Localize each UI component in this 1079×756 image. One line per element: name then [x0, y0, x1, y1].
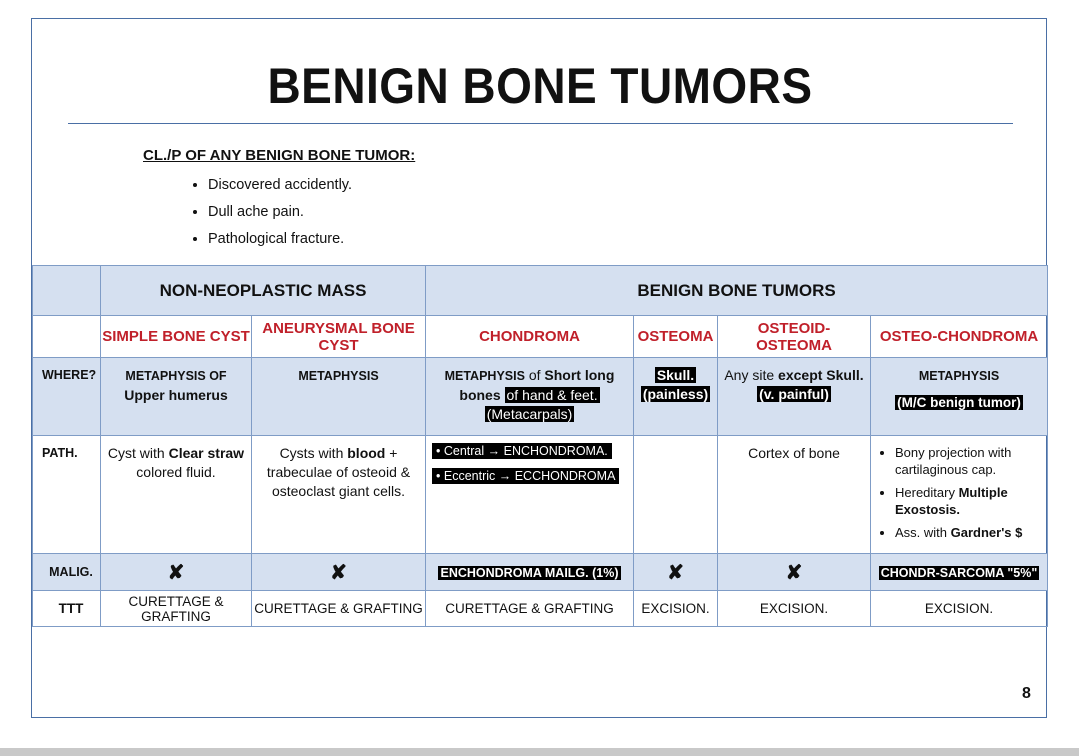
col-chondroma: CHONDROMA	[426, 316, 634, 358]
cell-path-sbc	[101, 436, 252, 554]
cell-text: Any site	[724, 367, 779, 383]
cell-text: + trabeculae of osteoid & osteoclast giant cells.	[266, 445, 411, 499]
highlight-text: CHONDR-SARCOMA "5%"	[880, 565, 1038, 580]
list-item: • Bony projection with cartilaginous cap.	[895, 444, 1041, 478]
cell-ttt-abc: CURETTAGE & GRAFTING	[252, 591, 426, 627]
column-header-row	[33, 316, 1048, 358]
cell-malig-abc	[252, 554, 426, 591]
col-aneurysmal-bone-cyst: ANEURYSMAL BONE CYST	[252, 316, 426, 358]
page-number: 8	[1022, 685, 1031, 702]
group-benign: BENIGN BONE TUMORS	[426, 266, 1048, 316]
cell-malig-osteoid-osteoma	[718, 554, 871, 591]
cell-ttt-osteoid-osteoma: EXCISION.	[718, 591, 871, 627]
cell-text: Eccentric → ECCHONDROMA	[443, 469, 616, 483]
cell-where-osteoid-osteoma	[718, 358, 871, 436]
table-row-path	[33, 436, 1048, 554]
cell-path-osteo-chondroma	[871, 436, 1048, 554]
list-item: • Discovered accidently.	[208, 172, 352, 199]
cell-text: colored fluid.	[136, 464, 216, 480]
list-item: • Dull ache pain.	[208, 199, 352, 226]
highlight-text	[432, 443, 612, 459]
bottom-strip	[0, 748, 1079, 756]
list-item: • Ass. with Gardner's $	[895, 524, 1041, 541]
cross-icon: ✘	[167, 561, 185, 584]
cell-text: Central → ENCHONDROMA.	[443, 444, 608, 458]
corner-cell	[33, 266, 101, 316]
group-header-row	[33, 266, 1048, 316]
cell-text: Upper humerus	[124, 387, 228, 403]
cell-text: of	[524, 367, 545, 383]
cell-ttt-osteoma: EXCISION.	[634, 591, 718, 627]
cross-icon: ✘	[785, 561, 803, 584]
cell-text: Cysts with	[279, 445, 348, 461]
group-non-neoplastic: NON-NEOPLASTIC MASS	[101, 266, 426, 316]
cell-text: bones	[459, 387, 501, 403]
highlight-text: (Metacarpals)	[486, 406, 573, 422]
tumor-table	[32, 265, 1048, 627]
col-osteoma: OSTEOMA	[634, 316, 718, 358]
cell-text: METAPHYSIS	[918, 369, 1000, 383]
highlight-text: (M/C benign tumor)	[897, 395, 1021, 410]
cell-path-osteoid-osteoma	[718, 436, 871, 554]
clp-heading: CL./P OF ANY BENIGN BONE TUMOR:	[143, 147, 416, 164]
cell-ttt-chondroma: CURETTAGE & GRAFTING	[426, 591, 634, 627]
cell-malig-chondroma	[426, 554, 634, 591]
cell-where-chondroma	[426, 358, 634, 436]
clp-list	[178, 172, 352, 253]
cell-text: Cortex of bone	[748, 445, 840, 461]
highlight-text: (v. painful)	[759, 386, 829, 402]
row-label-where: WHERE?	[33, 358, 101, 436]
cell-malig-sbc	[101, 554, 252, 591]
cell-malig-osteoma	[634, 554, 718, 591]
highlight-text: (painless)	[642, 386, 709, 402]
cell-malig-osteo-chondroma	[871, 554, 1048, 591]
highlight-text: of hand & feet.	[506, 387, 598, 403]
table-row-where	[33, 358, 1048, 436]
bullet-icon: •	[436, 469, 444, 483]
cell-text: Clear straw	[168, 445, 245, 461]
cell-text: Cyst with	[107, 445, 169, 461]
cell-path-abc	[252, 436, 426, 554]
col-osteo-chondroma: OSTEO-CHONDROMA	[871, 316, 1048, 358]
col-simple-bone-cyst: SIMPLE BONE CYST	[101, 316, 252, 358]
highlight-text: ENCHONDROMA MAILG. (1%)	[440, 565, 619, 580]
list-item: • Hereditary Multiple Exostosis.	[895, 484, 1041, 518]
row-label-path: PATH.	[33, 436, 101, 554]
cell-text: except Skull.	[778, 367, 864, 383]
cell-text: blood	[347, 445, 386, 461]
cross-icon: ✘	[667, 561, 684, 584]
cell-ttt-sbc: CURETTAGE & GRAFTING	[101, 591, 252, 627]
list-item: • Pathological fracture.	[208, 226, 352, 253]
highlight-text	[432, 468, 619, 484]
cell-text: METAPHYSIS OF	[125, 369, 227, 383]
corner-cell	[33, 316, 101, 358]
cell-where-osteoma	[634, 358, 718, 436]
cell-text: METAPHYSIS	[444, 369, 525, 383]
table-row-malig	[33, 554, 1048, 591]
path-list	[871, 444, 1047, 541]
cross-icon: ✘	[330, 561, 347, 584]
row-label-malig: MALIG.	[33, 554, 101, 591]
cell-where-sbc	[101, 358, 252, 436]
highlight-text: Skull.	[656, 367, 695, 383]
title-divider	[68, 123, 1013, 124]
page-title: BENIGN BONE TUMORS	[267, 58, 813, 114]
cell-path-osteoma	[634, 436, 718, 554]
cell-text: METAPHYSIS	[298, 369, 379, 383]
cell-path-chondroma	[426, 436, 634, 554]
row-label-ttt: TTT	[33, 591, 101, 627]
table-row-ttt	[33, 591, 1048, 627]
bullet-icon: •	[436, 444, 444, 458]
cell-where-abc	[252, 358, 426, 436]
col-osteoid-osteoma: OSTEOID- OSTEOMA	[718, 316, 871, 358]
cell-text: Short long	[544, 367, 615, 383]
cell-ttt-osteo-chondroma: EXCISION.	[871, 591, 1048, 627]
cell-where-osteo-chondroma	[871, 358, 1048, 436]
document-page	[31, 18, 1047, 718]
